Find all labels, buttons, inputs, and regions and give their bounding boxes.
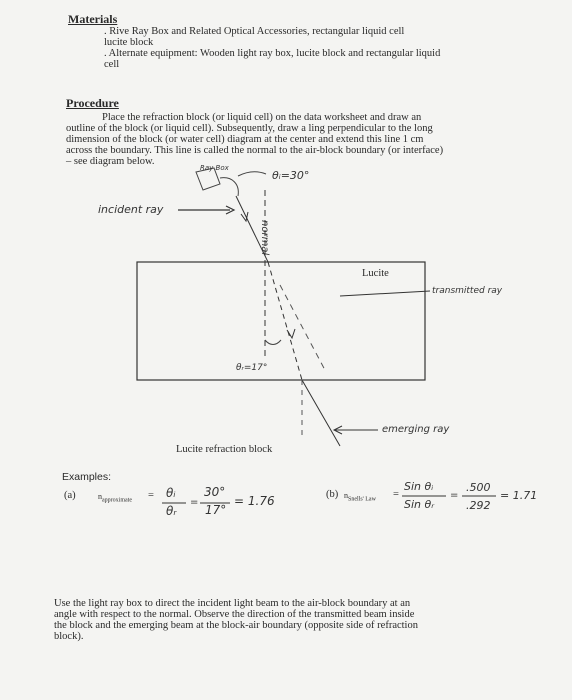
closing-line: block). — [54, 631, 84, 642]
emerging-ray-label: emerging ray — [382, 424, 450, 435]
diagram-caption: Lucite refraction block — [176, 444, 273, 455]
example-b-result: = 1.71 — [500, 489, 538, 502]
materials-item-2-cont: cell — [104, 59, 120, 70]
normal-label: normal — [259, 220, 270, 256]
example-a-den1: θᵣ — [166, 504, 177, 518]
example-a-result: = 1.76 — [234, 494, 275, 508]
example-a-lhs: $n_{approximate}$ — [98, 492, 132, 504]
procedure-line: outline of the block (or liquid cell). Subsequently, draw a ling perpendicular to the long — [66, 123, 433, 134]
worksheet-page: Materials . Rive Ray Box and Related Optical Accessories, rectangular liquid cell lucite block . Alternate equipment: Wooden light ray box, lucite block and rectangular liquid cell Procedure Place the refraction block (or liquid cell) on the data worksheet and draw an outline of the block (or liquid cell). Subsequently, draw a ling perpendicular to the long dimension of the block (or water cell) diagram at the center and extend this line 1 cm across the boundary. This line is called the normal to the air-block boundary (or interface) – see diagram below. Ray Box θᵢ=30° incident ray normal Lucite transmitted ray θᵣ=17° emerging ray Lucite refraction block Examples: (a) $n_{approximate}$ = θᵢ θᵣ = 30° 17° = 1.76 (b) $n_{Snells' Law}$ = Sin θᵢ Sin θᵣ = .500 .292 = 1.71 Use the light ray box to direct the incident light beam to the air-block boundary at an angle with respect to the normal. Observe the direction of the transmitted beam inside the block and the emerging beam at the block-air boundary (opposite side of refraction block). — [0, 0, 572, 700]
theta-i-pointer — [238, 172, 266, 176]
example-b-num1: Sin θᵢ — [404, 480, 434, 493]
closing-line: angle with respect to the normal. Observe the direction of the transmitted beam inside — [54, 609, 415, 620]
procedure-line: – see diagram below. — [66, 156, 155, 167]
incident-ray-label: incident ray — [98, 203, 164, 216]
closing-line: the block and the emerging beam at the block-air boundary (opposite side of refraction — [54, 620, 418, 631]
example-a-num2: 30° — [204, 485, 226, 499]
example-b-den1: Sin θᵣ — [404, 498, 435, 511]
materials-heading: Materials — [68, 12, 118, 26]
procedure-line: across the boundary. This line is called the normal to the air-block boundary (or interface) — [66, 145, 444, 156]
example-a-num1: θᵢ — [166, 486, 176, 500]
example-a-tag: (a) — [64, 490, 76, 501]
example-b-eq: = — [393, 489, 399, 500]
closing-line: Use the light ray box to direct the incident light beam to the air-block boundary at an — [54, 598, 411, 609]
example-a-eq: = — [148, 490, 154, 501]
lucite-label: Lucite — [362, 268, 389, 279]
theta-r-label: θᵣ=17° — [236, 363, 268, 373]
transmitted-ray — [268, 262, 302, 380]
procedure-line: dimension of the block (or water cell) diagram at the center and extend this line 1 cm — [66, 134, 424, 145]
ray-box-lead — [220, 178, 238, 196]
emerging-ray — [302, 380, 340, 446]
materials-item-1-cont: lucite block — [104, 37, 154, 48]
ray-box-label: Ray Box — [200, 164, 229, 172]
theta-i-label: θᵢ=30° — [272, 169, 310, 182]
transmitted-pointer — [340, 291, 430, 296]
theta-r-arc — [265, 340, 281, 345]
example-a-den2: 17° — [205, 503, 227, 517]
examples-heading: Examples: — [62, 471, 112, 483]
materials-item-2: . Alternate equipment: Wooden light ray box, lucite block and rectangular liquid — [104, 48, 441, 59]
incident-extension — [280, 285, 326, 372]
procedure-heading: Procedure — [66, 96, 119, 110]
example-b-tag: (b) — [326, 489, 339, 500]
example-b-lhs: $n_{Snells' Law}$ — [344, 491, 376, 503]
example-b-den2: .292 — [466, 499, 491, 512]
procedure-line: Place the refraction block (or liquid cell) on the data worksheet and draw an — [102, 112, 422, 123]
transmitted-ray-label: transmitted ray — [432, 286, 503, 296]
materials-item-1: . Rive Ray Box and Related Optical Accessories, rectangular liquid cell — [104, 26, 405, 37]
example-b-num2: .500 — [466, 481, 491, 494]
lucite-block-outline — [137, 262, 425, 380]
